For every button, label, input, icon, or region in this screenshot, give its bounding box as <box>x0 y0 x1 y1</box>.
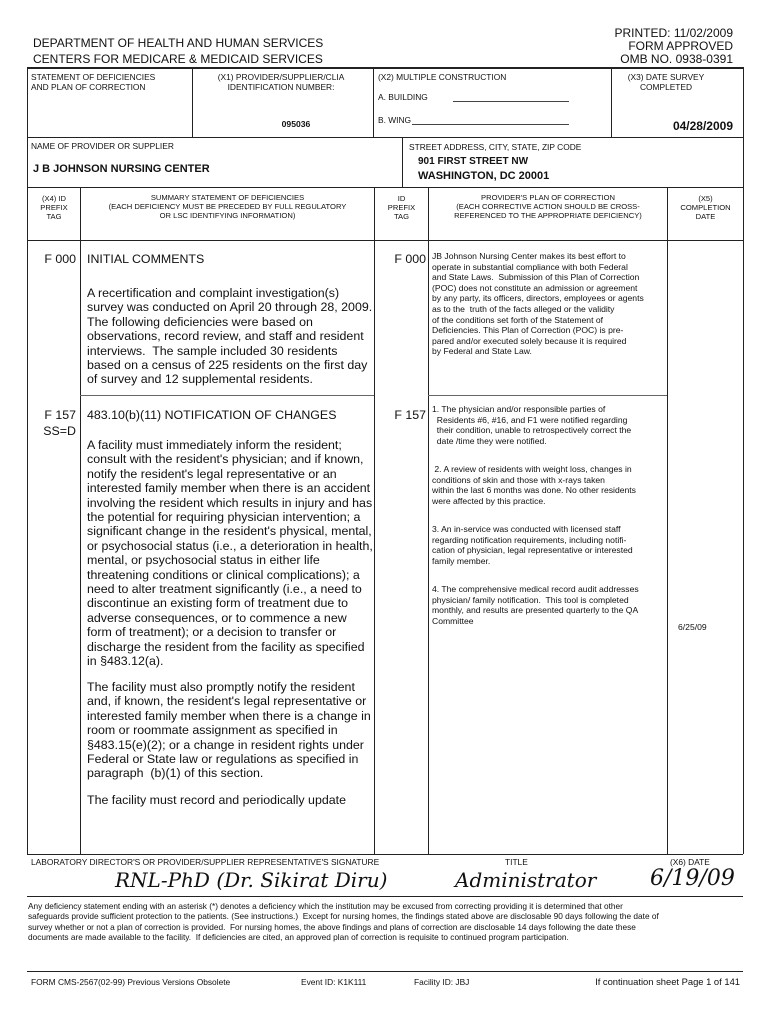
form-approved: FORM APPROVED <box>628 39 733 53</box>
omb-number: OMB NO. 0938-0391 <box>620 52 733 66</box>
f157-scope: SS=D <box>43 424 76 438</box>
f000-plan-tag: F 000 <box>394 252 426 266</box>
wing-label: B. WING <box>378 115 412 125</box>
agency-line-2: CENTERS FOR MEDICARE & MEDICAID SERVICES <box>33 52 323 66</box>
signature: RNL-PhD (Dr. Sikirat Diru) <box>115 868 388 892</box>
f157-para1: A facility must immediately inform the resident; consult with the resident's physician; and if known, notify the resident's legal representative or an interested family member when there is an accident involving the resident which results in injury and has the potential for requiring physician intervention; a significant change in the resident's physical, mental, or psychosocial status (i.e., a deterioration in health, mental, or psychosocial status in either life threatening conditions or clinical complications); a need to alter treatment significantly (i.e., a need to discontinue an existing form of treatment due to adverse consequences, or to commence a new form of treatment); or a decision to transfer or discharge the resident from the facility as specified in §483.12(a). <box>87 438 373 669</box>
title-label: TITLE <box>505 857 528 867</box>
col-plan-header: PROVIDER'S PLAN OF CORRECTION (EACH CORRECTIVE ACTION SHOULD BE CROSS- REFERENCED TO THE APPROPRIATE DEFICIENCY) <box>454 193 642 220</box>
x3-label: (X3) DATE SURVEY COMPLETED <box>627 72 705 92</box>
footer-event-id: Event ID: K1K111 <box>301 977 367 987</box>
col-summary-header: SUMMARY STATEMENT OF DEFICIENCIES (EACH DEFICIENCY MUST BE PRECEDED BY FULL REGULATORY OR LSC IDENTIFYING INFORMATION) <box>108 193 347 220</box>
f157-completion-date: 6/25/09 <box>678 622 707 632</box>
provider-name: J B JOHNSON NURSING CENTER <box>33 163 210 175</box>
x1-label: (X1) PROVIDER/SUPPLIER/CLIA IDENTIFICATION NUMBER: <box>217 72 345 92</box>
date-label: (X6) DATE <box>670 857 710 867</box>
disclaimer: Any deficiency statement ending with an asterisk (*) denotes a deficiency which the institution may be excused from correcting providing it is determined that other safeguards provide sufficient protection to the patients. (See instructions.) Except for nursing homes, the findings stated above are disclosable 90 days following the date of survey whether or not a plan of correction is provided. For nursing homes, the above findings and plans of correction are disclosable 14 days following the date these documents are made available to the facility. If deficiencies are cited, an approved plan of correction is requisite to continued program participation. <box>28 901 659 943</box>
footer-page: If continuation sheet Page 1 of 141 <box>595 976 740 987</box>
address-label: STREET ADDRESS, CITY, STATE, ZIP CODE <box>409 142 582 152</box>
f000-body: A recertification and complaint investigation(s) survey was conducted on April 20 through 28, 2009. The following deficiencies were based on observations, record review, and staff and resident interviews. The sample included 30 residents based on a census of 225 residents on the first day of survey and 12 supplemental residents. <box>87 286 373 387</box>
f000-plan: JB Johnson Nursing Center makes its best effort to operate in substantial compliance with both Federal and State Laws. Submission of this Plan of Correction (POC) does not constitute an admission or agreement by any party, its officers, directors, employees or agents as to the truth of the facts alleged or the validity of the conditions set forth of the Statement of Deficiencies. This Plan of Correction (POC) is pre- pared and/or executed solely because it is required by Federal and State Law. <box>432 251 644 357</box>
f157-title: 483.10(b)(11) NOTIFICATION OF CHANGES <box>87 408 337 422</box>
f157-para2: The facility must also promptly notify the resident and, if known, the resident's legal representative or interested family member when there is a change in room or roommate assignment as specified in §483.15(e)(2); or a change in resident rights under Federal or State law or regulations as specified in paragraph (b)(1) of this section. <box>87 680 371 781</box>
f157-plan-3: 3. An in-service was conducted with licensed staff regarding notification requirements, including notifi- cation of physician, legal representative or interested family member. <box>432 524 633 566</box>
agency-line-1: DEPARTMENT OF HEALTH AND HUMAN SERVICES <box>33 36 324 50</box>
f000-title: INITIAL COMMENTS <box>87 252 205 266</box>
col-id-header: ID PREFIX TAG <box>387 194 416 221</box>
f157-plan-2: 2. A review of residents with weight loss, changes in conditions of skin and those with x-rays taken within the last 6 months was done. No other residents were affected by this practice. <box>432 464 636 506</box>
statement-label: STATEMENT OF DEFICIENCIES AND PLAN OF CORRECTION <box>31 72 156 92</box>
signature-label: LABORATORY DIRECTOR'S OR PROVIDER/SUPPLIER REPRESENTATIVE'S SIGNATURE <box>31 857 380 867</box>
f157-plan-tag: F 157 <box>394 408 426 422</box>
building-label: A. BUILDING <box>378 92 428 102</box>
provider-name-label: NAME OF PROVIDER OR SUPPLIER <box>31 141 174 151</box>
street-address: 901 FIRST STREET NW <box>418 156 529 167</box>
x2-label: (X2) MULTIPLE CONSTRUCTION <box>378 72 507 82</box>
footer-facility-id: Facility ID: JBJ <box>414 977 470 987</box>
f000-tag: F 000 <box>44 252 76 266</box>
f157-para3: The facility must record and periodically update <box>87 793 346 807</box>
footer-form: FORM CMS-2567(02-99) Previous Versions Obsolete <box>31 977 231 987</box>
col-x4-header: (X4) ID PREFIX TAG <box>40 194 68 221</box>
city-state-zip: WASHINGTON, DC 20001 <box>418 170 550 182</box>
printed-date: PRINTED: 11/02/2009 <box>614 26 733 40</box>
provider-id: 095036 <box>281 119 311 129</box>
col-x5-header: (X5) COMPLETION DATE <box>680 194 731 221</box>
survey-date: 04/28/2009 <box>672 119 733 133</box>
f157-plan-4: 4. The comprehensive medical record audit addresses physician/ family notification. This tool is completed monthly, and results are presented quarterly to the QA Committee <box>432 584 639 626</box>
signature-date: 6/19/09 <box>650 866 735 891</box>
f157-plan-1: 1. The physician and/or responsible parties of Residents #6, #16, and F1 were notified regarding their condition, unable to retrospectively correct the date /time they were notified. <box>432 404 632 446</box>
signature-title: Administrator <box>455 868 597 892</box>
f157-tag: F 157 <box>44 408 76 422</box>
